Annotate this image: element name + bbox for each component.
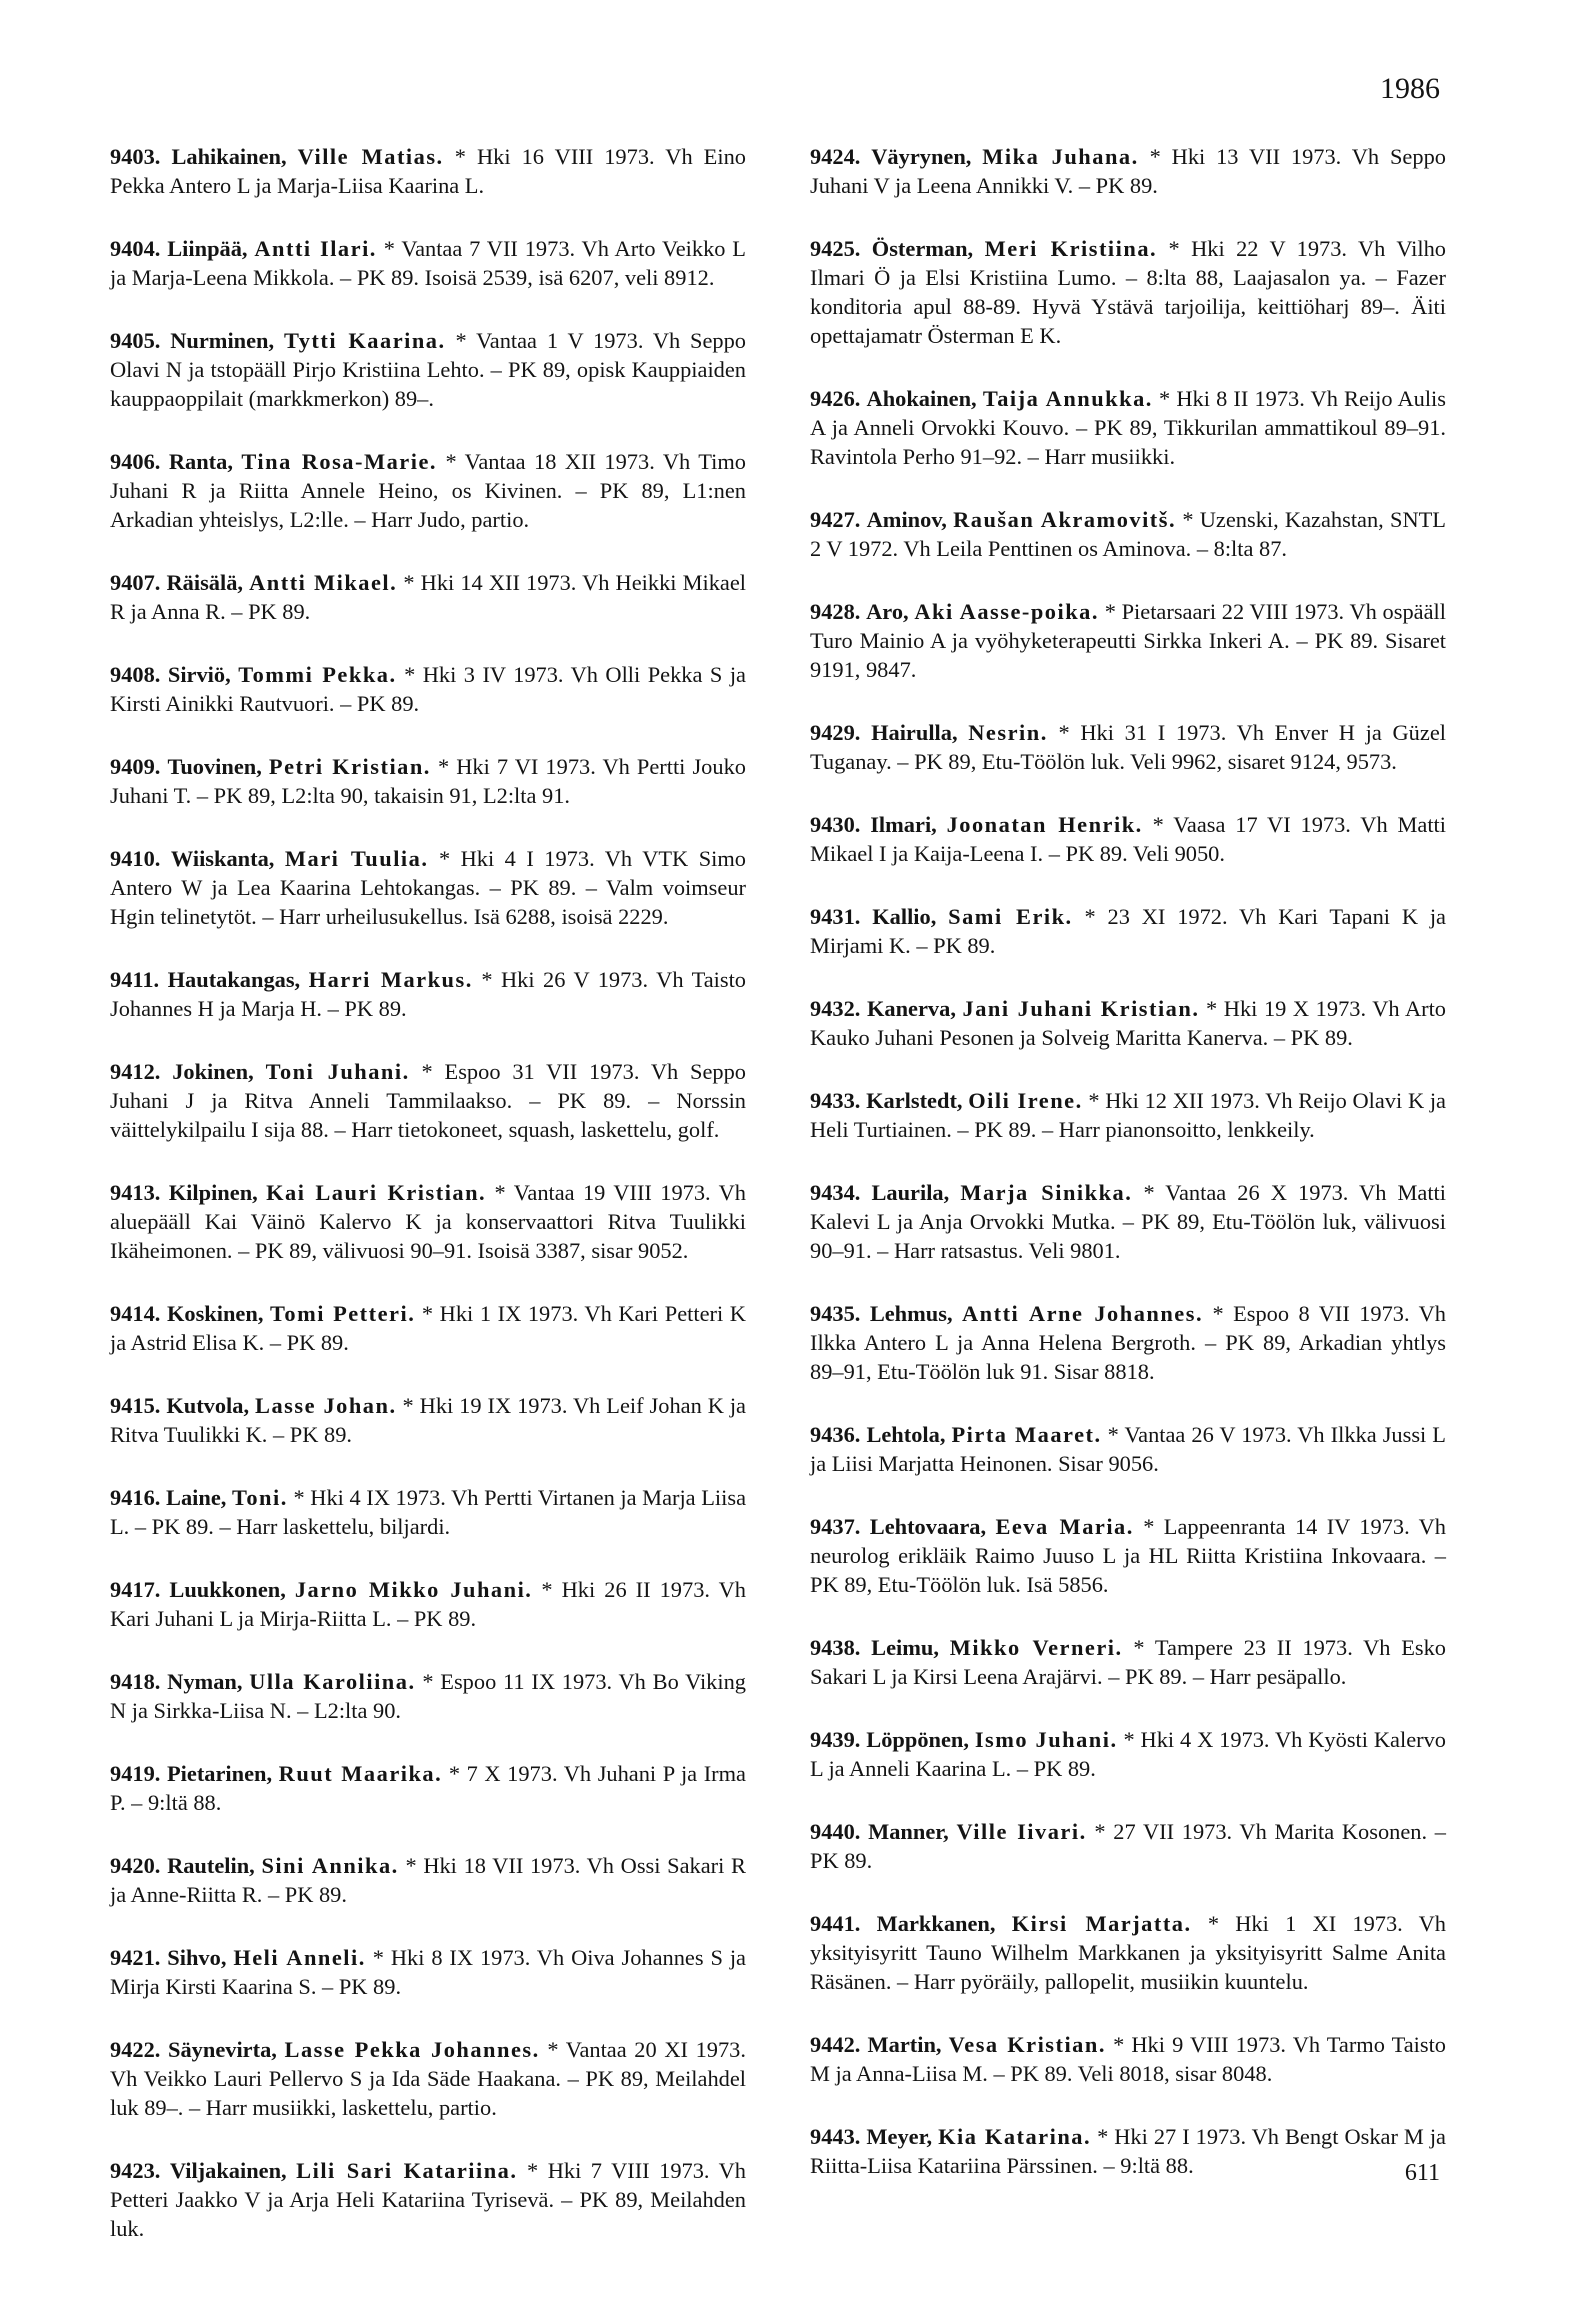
entry-surname: Säynevirta, (168, 2037, 277, 2062)
entry-surname: Laurila, (871, 1180, 950, 1205)
entry-given-names: Kirsi Marjatta. (1011, 1911, 1192, 1936)
entry-given-names: Aki Aasse-poika. (914, 599, 1099, 624)
entry-given-names: Jani Juhani Kristian. (962, 996, 1200, 1021)
entry-given-names: Petri Kristian. (268, 754, 431, 779)
entry-given-names: Marja Sinikka. (960, 1180, 1133, 1205)
entry-given-names: Mika Juhana. (982, 144, 1139, 169)
entry-surname: Lehtola, (866, 1422, 946, 1447)
entry-surname: Pietarinen, (166, 1761, 273, 1786)
entry-given-names: Pirta Maaret. (951, 1422, 1102, 1447)
entry-given-names: Ville Matias. (297, 144, 444, 169)
entry-given-names: Meri Kristiina. (984, 236, 1158, 261)
biography-entry (110, 326, 746, 413)
entry-number: 9430. (810, 812, 861, 837)
entry-given-names: Eeva Maria. (995, 1514, 1134, 1539)
entry-number: 9434. (810, 1180, 861, 1205)
biography-entry (810, 234, 1446, 350)
entry-details: * Hki 8 II 1973. Vh Reijo Aulis A ja Anneli Orvokki Kouvo. – PK 89, Tikkurilan ammattikoul 89–91. Ravintola Perho 91–92. – Harr musiikki. (810, 386, 1446, 469)
biography-entry (110, 752, 746, 810)
entry-details: * Vantaa 1 V 1973. Vh Seppo Olavi N ja tstopääll Pirjo Kristiina Lehto. – PK 89, opisk Kauppiaiden kauppaoppilait (markkmerkon) 89–. (110, 328, 747, 411)
entry-number: 9403. (110, 144, 161, 169)
biography-entry (110, 447, 746, 534)
biography-entry (110, 965, 746, 1023)
entry-given-names: Tytti Kaarina. (283, 328, 446, 353)
entry-surname: Leimu, (871, 1635, 939, 1660)
entry-details: * 27 VII 1973. Vh Marita Kosonen. – PK 89. (810, 1819, 1446, 1873)
entry-number: 9405. (110, 328, 161, 353)
entry-given-names: Toni. (231, 1485, 288, 1510)
entry-given-names: Heli Anneli. (233, 1945, 366, 1970)
biography-entry (110, 2035, 746, 2122)
entry-number: 9425. (810, 236, 861, 261)
entry-surname: Aro, (866, 599, 909, 624)
entry-number: 9442. (810, 2032, 861, 2057)
entry-number: 9439. (810, 1727, 861, 1752)
entry-number: 9443. (810, 2124, 861, 2149)
entry-given-names: Vesa Kristian. (948, 2032, 1106, 2057)
entry-details: * Hki 12 XII 1973. Vh Reijo Olavi K ja Heli Turtiainen. – PK 89. – Harr pianonsoitto, lenkkeily. (810, 1088, 1446, 1142)
entry-details: * Hki 9 VIII 1973. Vh Tarmo Taisto M ja Anna-Liisa M. – PK 89. Veli 8018, sisar 8048. (810, 2032, 1446, 2086)
entry-number: 9409. (110, 754, 161, 779)
entry-number: 9410. (110, 846, 161, 871)
entry-surname: Rautelin, (167, 1853, 255, 1878)
entry-surname: Karlstedt, (866, 1088, 963, 1113)
entry-number: 9427. (810, 507, 861, 532)
entry-number: 9429. (810, 720, 861, 745)
left-column (110, 142, 746, 2277)
biography-entry (810, 597, 1446, 684)
biography-entry (110, 1299, 746, 1357)
entry-details: * Vantaa 26 X 1973. Vh Matti Kalevi L ja Anja Orvokki Mutka. – PK 89, Etu-Töölön luk, välivuosi 90–91. – Harr ratsastus. Veli 9801. (810, 1180, 1446, 1263)
entry-surname: Liinpää, (167, 236, 248, 261)
entry-details: * Espoo 31 VII 1973. Vh Seppo Juhani J ja Ritva Anneli Tammilaakso. – PK 89. – Norssin väittelykilpailu I sija 88. – Harr tietokoneet, squash, laskettelu, golf. (110, 1059, 746, 1142)
biography-entry (110, 568, 746, 626)
entry-given-names: Ville Iivari. (956, 1819, 1087, 1844)
entry-surname: Lehmus, (869, 1301, 953, 1326)
entry-number: 9432. (810, 996, 861, 1021)
entry-details: * Hki 19 IX 1973. Vh Leif Johan K ja Ritva Tuulikki K. – PK 89. (110, 1393, 746, 1447)
entry-surname: Viljakainen, (169, 2158, 287, 2183)
biography-entry (810, 1633, 1446, 1691)
entry-surname: Wiiskanta, (170, 846, 275, 871)
biography-entry (810, 2122, 1446, 2180)
entry-details: * Hki 8 IX 1973. Vh Oiva Johannes S ja Mirja Kirsti Kaarina S. – PK 89. (110, 1945, 746, 1999)
entry-given-names: Joonatan Henrik. (946, 812, 1143, 837)
entry-number: 9418. (110, 1669, 161, 1694)
entry-given-names: Toni Juhani. (265, 1059, 410, 1084)
entry-surname: Kutvola, (166, 1393, 250, 1418)
biography-entry (110, 1483, 746, 1541)
entry-number: 9424. (810, 144, 861, 169)
entry-surname: Jokinen, (172, 1059, 254, 1084)
entry-given-names: Ulla Karoliina. (249, 1669, 416, 1694)
entry-number: 9441. (810, 1911, 861, 1936)
entry-details: * Espoo 11 IX 1973. Vh Bo Viking N ja Sirkka-Liisa N. – L2:lta 90. (110, 1669, 746, 1723)
entry-details: * Uzenski, Kazahstan, SNTL 2 V 1972. Vh Leila Penttinen os Aminova. – 8:lta 87. (810, 507, 1446, 561)
biography-entry (810, 1512, 1446, 1599)
entry-number: 9426. (810, 386, 861, 411)
biography-entry (810, 718, 1446, 776)
entry-details: * Hki 18 VII 1973. Vh Ossi Sakari R ja Anne-Riitta R. – PK 89. (110, 1853, 746, 1907)
entry-surname: Luukkonen, (169, 1577, 286, 1602)
entry-number: 9440. (810, 1819, 861, 1844)
entry-given-names: Antti Arne Johannes. (961, 1301, 1204, 1326)
entry-details: * Hki 4 X 1973. Vh Kyösti Kalervo L ja Anneli Kaarina L. – PK 89. (810, 1727, 1446, 1781)
biography-entry (110, 1759, 746, 1817)
biography-entry (810, 1817, 1446, 1875)
biography-entry (810, 1725, 1446, 1783)
page-number: 611 (1404, 2160, 1440, 2186)
entry-surname: Löppönen, (866, 1727, 969, 1752)
biography-entry (810, 142, 1446, 200)
entry-given-names: Ismo Juhani. (974, 1727, 1118, 1752)
entry-number: 9435. (810, 1301, 861, 1326)
biography-entry (810, 1086, 1446, 1144)
entry-given-names: Oili Irene. (968, 1088, 1083, 1113)
entry-given-names: Harri Markus. (308, 967, 473, 992)
entry-number: 9407. (110, 570, 161, 595)
entry-surname: Koskinen, (166, 1301, 264, 1326)
entry-number: 9417. (110, 1577, 161, 1602)
entry-given-names: Sini Annika. (261, 1853, 399, 1878)
entry-surname: Ilmari, (870, 812, 937, 837)
entry-surname: Laine, (166, 1485, 227, 1510)
biography-entry (810, 1909, 1446, 1996)
entry-number: 9431. (810, 904, 861, 929)
entry-details: * Hki 1 IX 1973. Vh Kari Petteri K ja Astrid Elisa K. – PK 89. (110, 1301, 746, 1355)
entry-details: * Hki 7 VI 1973. Vh Pertti Jouko Juhani T. – PK 89, L2:lta 90, takaisin 91, L2:lta 91. (110, 754, 746, 808)
biography-entry (110, 1391, 746, 1449)
entry-number: 9422. (110, 2037, 161, 2062)
entry-number: 9414. (110, 1301, 161, 1326)
entry-given-names: Mari Tuulia. (284, 846, 429, 871)
biography-entry (110, 660, 746, 718)
entry-details: * Hki 27 I 1973. Vh Bengt Oskar M ja Riitta-Liisa Katariina Pärssinen. – 9:ltä 88. (810, 2124, 1446, 2178)
biography-entry (810, 1299, 1446, 1386)
entry-number: 9437. (810, 1514, 861, 1539)
biography-entry (810, 1178, 1446, 1265)
entry-details: * Hki 4 IX 1973. Vh Pertti Virtanen ja Marja Liisa L. – PK 89. – Harr laskettelu, biljardi. (110, 1485, 747, 1539)
entry-surname: Österman, (871, 236, 974, 261)
entry-given-names: Kai Lauri Kristian. (266, 1180, 487, 1205)
biography-entry (110, 844, 746, 931)
biography-entry (810, 902, 1446, 960)
entry-surname: Markkanen, (876, 1911, 996, 1936)
entry-surname: Nurminen, (170, 328, 275, 353)
entry-details: * Hki 26 II 1973. Vh Kari Juhani L ja Mirja-Riitta L. – PK 89. (110, 1577, 746, 1631)
entry-details: * Hki 3 IV 1973. Vh Olli Pekka S ja Kirsti Ainikki Rautvuori. – PK 89. (110, 662, 746, 716)
entry-details: * Hki 7 VIII 1973. Vh Petteri Jaakko V ja Arja Heli Katariina Tyrisevä. – PK 89, Meilahden luk. (110, 2158, 746, 2241)
entry-details: * Vantaa 26 V 1973. Vh Ilkka Jussi L ja Liisi Marjatta Heinonen. Sisar 9056. (810, 1422, 1446, 1476)
entry-surname: Meyer, (866, 2124, 933, 2149)
biography-entry (110, 1178, 746, 1265)
entry-details: * Espoo 8 VII 1973. Vh Ilkka Antero L ja Anna Helena Bergroth. – PK 89, Arkadian yhtlys 89–91, Etu-Töölön luk 91. Sisar 8818. (810, 1301, 1446, 1384)
biography-entry (110, 1575, 746, 1633)
entry-number: 9413. (110, 1180, 161, 1205)
entry-details: * Hki 4 I 1973. Vh VTK Simo Antero W ja Lea Kaarina Lehtokangas. – PK 89. – Valm voimseur Hgin telinetytöt. – Harr urheilusukellus. Isä 6288, isoisä 2229. (110, 846, 746, 929)
entry-details: * Hki 13 VII 1973. Vh Seppo Juhani V ja Leena Annikki V. – PK 89. (810, 144, 1446, 198)
entry-number: 9415. (110, 1393, 161, 1418)
entry-number: 9436. (810, 1422, 861, 1447)
biography-entry (110, 142, 746, 200)
entry-given-names: Tina Rosa-Marie. (241, 449, 437, 474)
entry-surname: Väyrynen, (871, 144, 972, 169)
entry-details: * Lappeenranta 14 IV 1973. Vh neurolog erikläik Raimo Juuso L ja HL Riitta Kristiina Inkovaara. – PK 89, Etu-Töölön luk. Isä 5856. (810, 1514, 1446, 1597)
entry-details: * Pietarsaari 22 VIII 1973. Vh ospääll Turo Mainio A ja vyöhyketerapeutti Sirkka Inkeri A. – PK 89. Sisaret 9191, 9847. (810, 599, 1446, 682)
entry-given-names: Tomi Petteri. (270, 1301, 416, 1326)
biography-entry (110, 1943, 746, 2001)
entry-surname: Sihvo, (167, 1945, 227, 1970)
entry-given-names: Antti Mikael. (249, 570, 398, 595)
entry-surname: Hautakangas, (167, 967, 301, 992)
entry-surname: Ranta, (168, 449, 233, 474)
entry-details: * Vantaa 20 XI 1973. Vh Veikko Lauri Pellervo S ja Ida Säde Haakana. – PK 89, Meilahdel luk 89–. – Harr musiikki, laskettelu, partio. (110, 2037, 746, 2120)
entry-surname: Tuovinen, (167, 754, 262, 779)
entry-details: * Hki 31 I 1973. Vh Enver H ja Güzel Tuganay. – PK 89, Etu-Töölön luk. Veli 9962, sisaret 9124, 9573. (810, 720, 1446, 774)
entry-number: 9428. (810, 599, 861, 624)
entry-details: * Vantaa 7 VII 1973. Vh Arto Veikko L ja Marja-Leena Mikkola. – PK 89. Isoisä 2539, isä 6207, veli 8912. (110, 236, 746, 290)
entry-number: 9412. (110, 1059, 161, 1084)
entry-details: * Hki 1 XI 1973. Vh yksityisyritt Tauno Wilhelm Markkanen ja yksityisyritt Salme Anita Räsänen. – Harr pyöräily, pallopelit, musiikin kuuntelu. (810, 1911, 1446, 1994)
biography-entry (110, 1057, 746, 1144)
entry-given-names: Lili Sari Katariina. (296, 2158, 518, 2183)
right-column (810, 142, 1446, 2214)
entry-details: * Vaasa 17 VI 1973. Vh Matti Mikael I ja Kaija-Leena I. – PK 89. Veli 9050. (810, 812, 1446, 866)
entry-given-names: Sami Erik. (948, 904, 1073, 929)
entry-number: 9419. (110, 1761, 161, 1786)
entry-details: * Hki 14 XII 1973. Vh Heikki Mikael R ja Anna R. – PK 89. (110, 570, 746, 624)
entry-surname: Hairulla, (871, 720, 958, 745)
entry-surname: Sirviö, (167, 662, 231, 687)
entry-given-names: Nesrin. (968, 720, 1048, 745)
biography-entry (810, 2030, 1446, 2088)
entry-details: * Hki 19 X 1973. Vh Arto Kauko Juhani Pesonen ja Solveig Maritta Kanerva. – PK 89. (810, 996, 1446, 1050)
biography-entry (110, 1851, 746, 1909)
biography-entry (810, 505, 1446, 563)
entry-number: 9411. (110, 967, 160, 992)
entry-number: 9423. (110, 2158, 161, 2183)
entry-given-names: Mikko Verneri. (949, 1635, 1123, 1660)
entry-surname: Martin, (867, 2032, 942, 2057)
entry-number: 9438. (810, 1635, 861, 1660)
entry-given-names: Lasse Johan. (255, 1393, 397, 1418)
biography-entry (810, 384, 1446, 471)
biography-entry (110, 2156, 746, 2243)
entry-details: * 7 X 1973. Vh Juhani P ja Irma P. – 9:ltä 88. (110, 1761, 746, 1815)
entry-number: 9408. (110, 662, 161, 687)
entry-given-names: Taija Annukka. (982, 386, 1153, 411)
biography-entry (110, 234, 746, 292)
entry-details: * Hki 22 V 1973. Vh Vilho Ilmari Ö ja Elsi Kristiina Lumo. – 8:lta 88, Laajasalon ya. – Fazer konditoria apul 88-89. Hyvä Ystävä tarjoilija, keittiöharj 89–. Äiti opettajamatr Österman E K. (810, 236, 1447, 348)
entry-given-names: Ruut Maarika. (278, 1761, 443, 1786)
entry-details: * Hki 16 VIII 1973. Vh Eino Pekka Antero L ja Marja-Liisa Kaarina L. (110, 144, 746, 198)
entry-given-names: Tommi Pekka. (238, 662, 397, 687)
entry-number: 9416. (110, 1485, 161, 1510)
entry-given-names: Raušan Akramovitš. (953, 507, 1177, 532)
biography-entry (810, 810, 1446, 868)
entry-surname: Räisälä, (166, 570, 244, 595)
entry-number: 9420. (110, 1853, 161, 1878)
entry-surname: Manner, (868, 1819, 949, 1844)
entry-surname: Nyman, (167, 1669, 243, 1694)
entry-number: 9433. (810, 1088, 861, 1113)
entry-surname: Aminov, (866, 507, 947, 532)
entry-given-names: Kia Katarina. (938, 2124, 1092, 2149)
entry-details: * Vantaa 18 XII 1973. Vh Timo Juhani R ja Riitta Annele Heino, os Kivinen. – PK 89, L1:nen Arkadian yhteislys, L2:lle. – Harr Judo, partio. (110, 449, 746, 532)
entry-given-names: Lasse Pekka Johannes. (284, 2037, 540, 2062)
biography-entry (110, 1667, 746, 1725)
entry-details: * Tampere 23 II 1973. Vh Esko Sakari L ja Kirsi Leena Arajärvi. – PK 89. – Harr pesäpallo. (810, 1635, 1447, 1689)
entry-given-names: Antti Ilari. (254, 236, 377, 261)
entry-given-names: Jarno Mikko Juhani. (294, 1577, 533, 1602)
entry-surname: Kanerva, (866, 996, 956, 1021)
page-year: 1986 (1380, 72, 1440, 105)
entry-surname: Kilpinen, (168, 1180, 258, 1205)
entry-number: 9404. (110, 236, 161, 261)
entry-surname: Ahokainen, (866, 386, 977, 411)
entry-details: * 23 XI 1972. Vh Kari Tapani K ja Mirjami K. – PK 89. (810, 904, 1446, 958)
entry-details: * Hki 26 V 1973. Vh Taisto Johannes H ja Marja H. – PK 89. (110, 967, 746, 1021)
entry-surname: Lehtovaara, (869, 1514, 987, 1539)
biography-entry (810, 1420, 1446, 1478)
entry-number: 9421. (110, 1945, 161, 1970)
entry-surname: Kallio, (872, 904, 937, 929)
entry-number: 9406. (110, 449, 161, 474)
entry-surname: Lahikainen, (171, 144, 287, 169)
entry-details: * Vantaa 19 VIII 1973. Vh aluepääll Kai Väinö Kalervo K ja konservaattori Ritva Tuulikki Ikäheimonen. – PK 89, välivuosi 90–91. Isoisä 3387, sisar 9052. (110, 1180, 746, 1263)
biography-entry (810, 994, 1446, 1052)
